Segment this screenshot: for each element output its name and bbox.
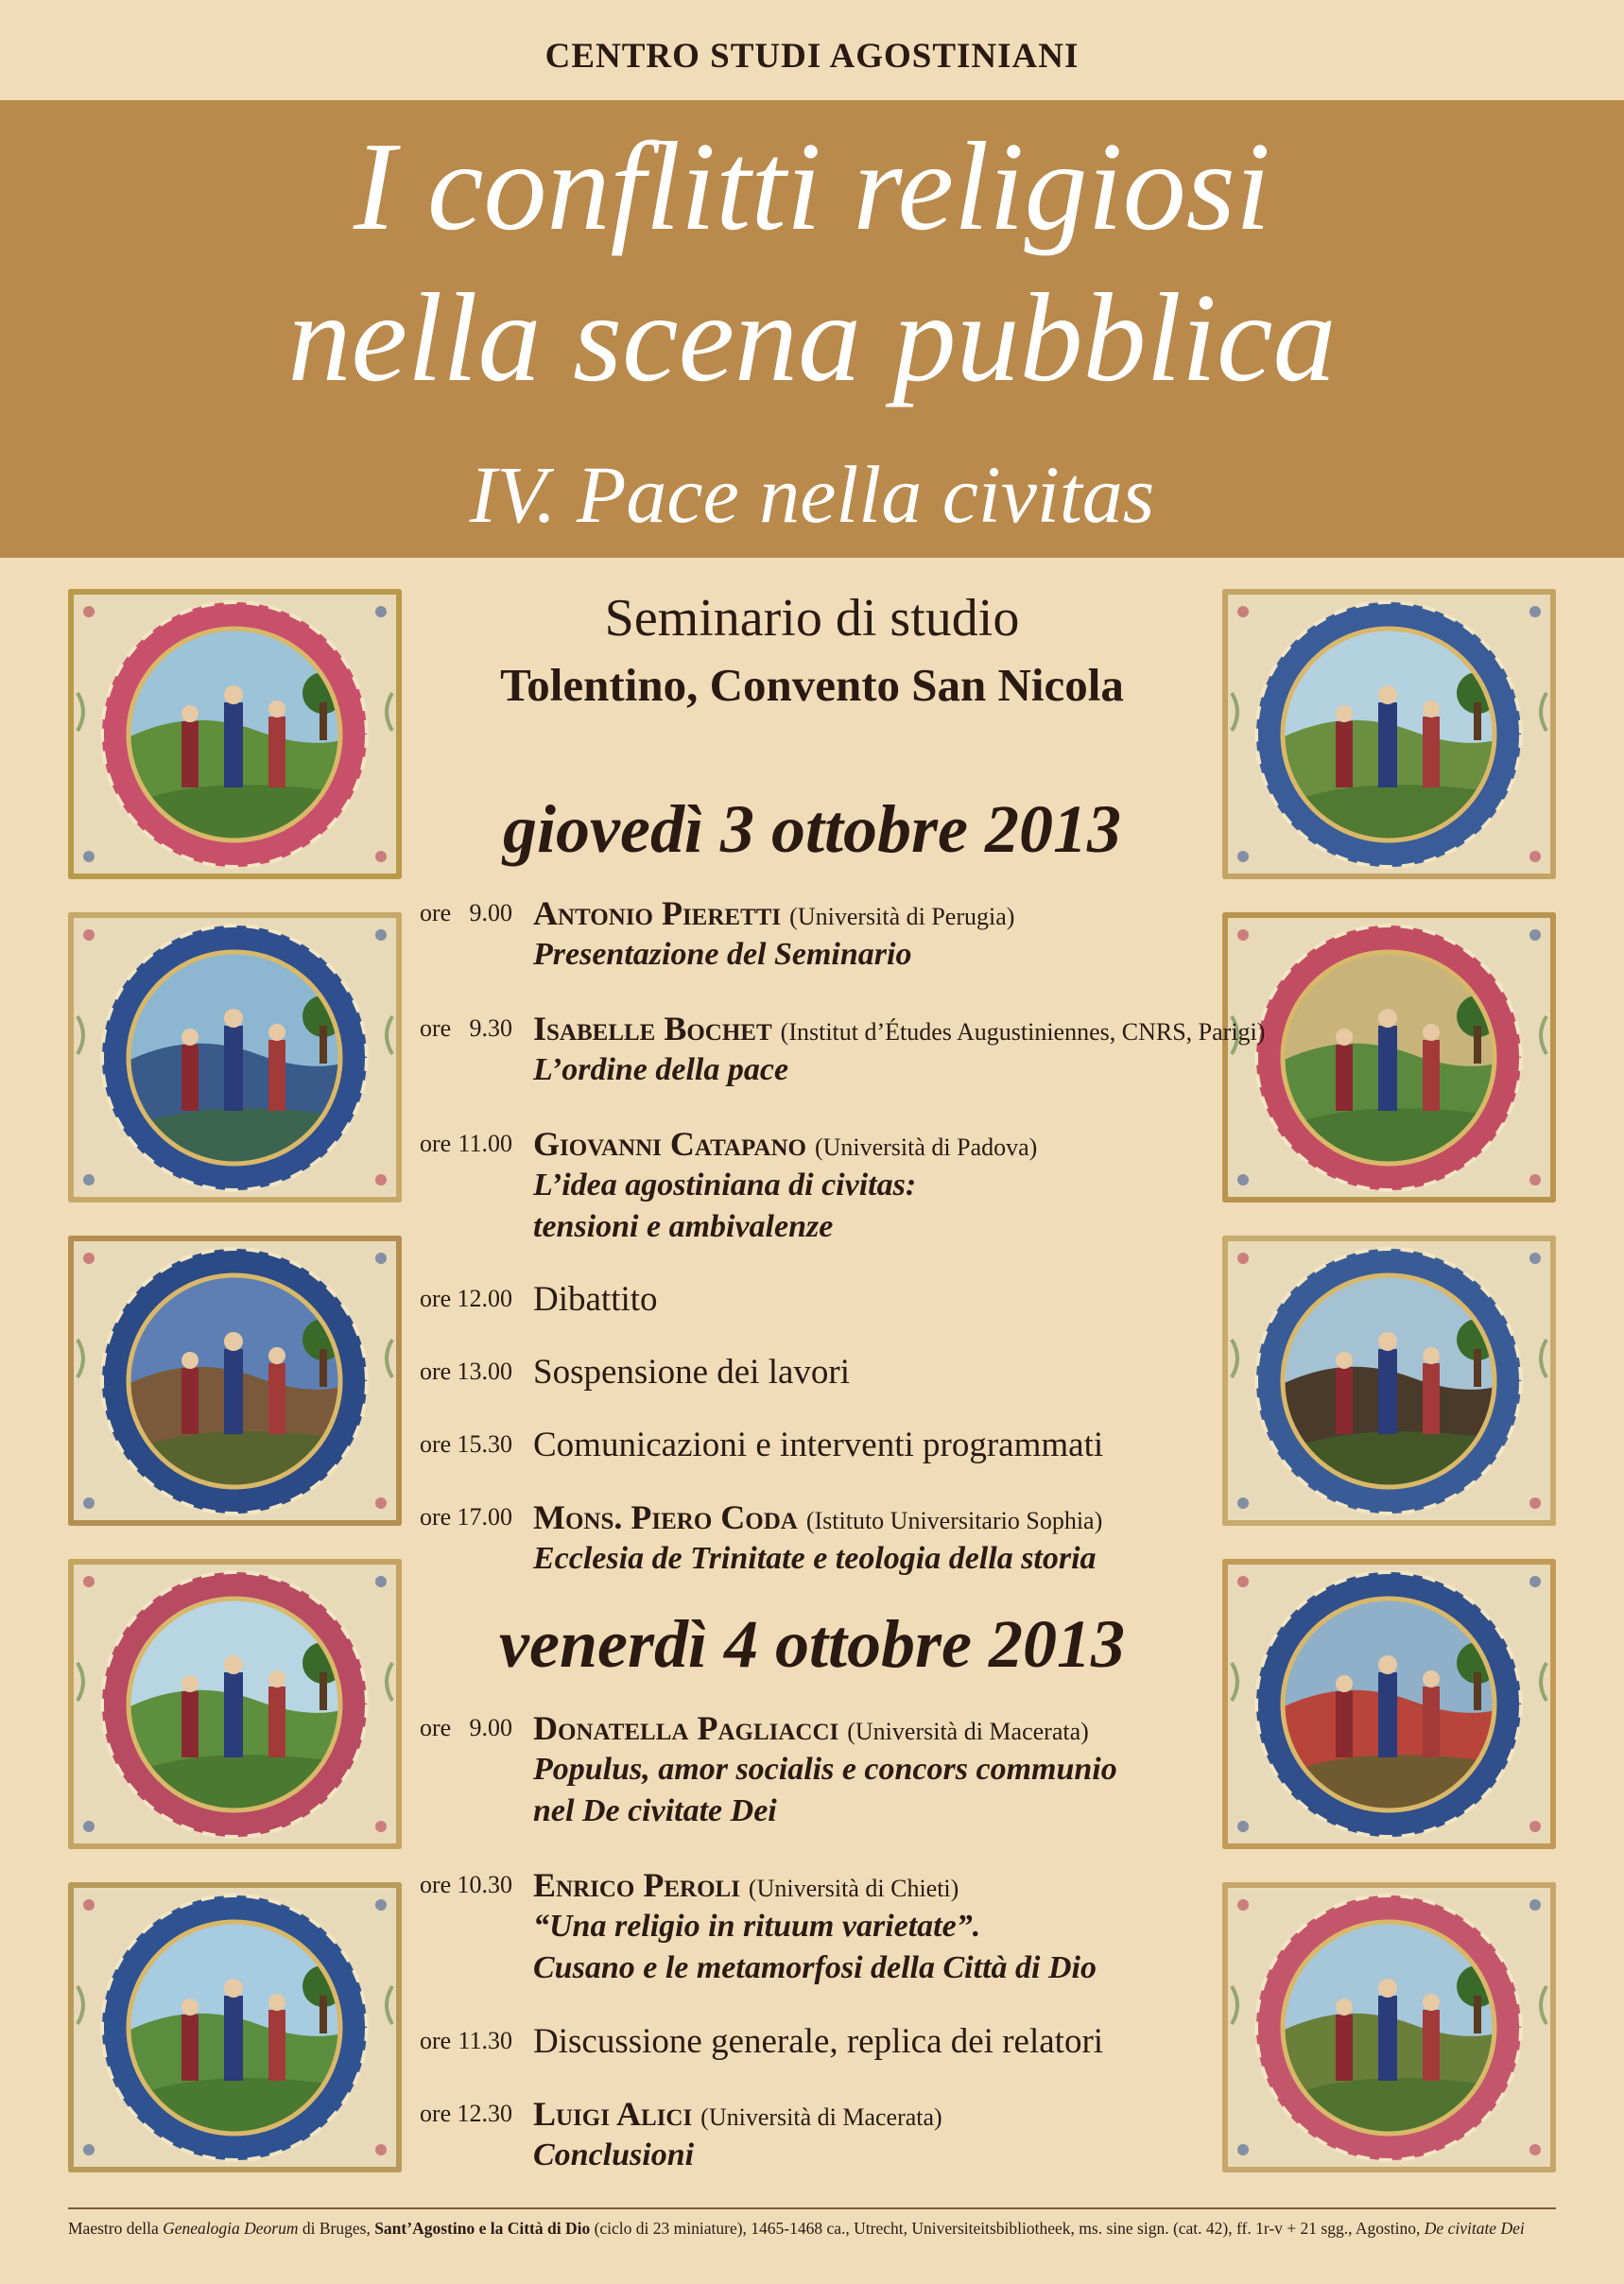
title-line-1: I conflitti religiosi bbox=[353, 116, 1271, 256]
miniature-image bbox=[68, 912, 402, 1203]
agenda-text: Comunicazioni e interventi programmati bbox=[533, 1426, 1104, 1464]
talk-title: L’ordine della pace bbox=[533, 1052, 789, 1088]
miniature-image bbox=[68, 1882, 402, 2172]
time-label: ore 9.00 bbox=[420, 1714, 512, 1741]
talk-title: Conclusioni bbox=[533, 2137, 695, 2173]
time-label: ore 9.30 bbox=[420, 1014, 512, 1042]
miniature-image bbox=[1222, 1559, 1556, 1849]
image-credit: Maestro della Genealogia Deorum di Bruges, Sant’Agostino e la Città di Dio (ciclo di 23 miniature), 1465-1468 ca., Utrecht, Universiteitsbibliotheek, ms. sine sign. (cat. 42), ff. 1r-v + 21 sgg., Agostino, De civitate Dei bbox=[68, 2219, 1525, 2238]
speaker-name: Mons. Piero Coda bbox=[533, 1498, 798, 1536]
speaker-affiliation: (Università di Chieti) bbox=[748, 1875, 959, 1902]
miniature-image bbox=[68, 589, 402, 879]
time-label: ore 11.30 bbox=[420, 2027, 512, 2054]
time-label: ore 13.00 bbox=[420, 1358, 512, 1385]
miniature-image bbox=[1222, 912, 1556, 1203]
speaker-name: Donatella Pagliacci bbox=[533, 1709, 839, 1747]
footer-divider bbox=[68, 2207, 1556, 2209]
speaker-name: Isabelle Bochet bbox=[533, 1010, 772, 1047]
talk-title: “Una religio in rituum varietate”. bbox=[533, 1909, 981, 1945]
agenda-text: Dibattito bbox=[533, 1280, 658, 1319]
miniature-image bbox=[1222, 589, 1556, 879]
speaker-affiliation: (Institut d’Études Augustiniennes, CNRS, Parigi) bbox=[780, 1018, 1266, 1046]
organization-name: CENTRO STUDI AGOSTINIANI bbox=[544, 37, 1080, 76]
talk-title: L’idea agostiniana di civitas: bbox=[533, 1168, 917, 1203]
time-label: ore 10.30 bbox=[420, 1871, 512, 1898]
miniature-image bbox=[68, 1559, 402, 1849]
time-label: ore 15.30 bbox=[420, 1430, 512, 1458]
speaker-name: Antonio Pieretti bbox=[533, 894, 782, 932]
talk-title: Presentazione del Seminario bbox=[533, 937, 912, 973]
talk-title: Ecclesia de Trinitate e teologia della storia bbox=[533, 1541, 1097, 1577]
speaker-affiliation: (Università di Perugia) bbox=[789, 903, 1015, 930]
title-line-2: nella scena pubblica bbox=[287, 268, 1337, 407]
speaker-affiliation: (Università di Padova) bbox=[814, 1133, 1038, 1161]
time-label: ore 9.00 bbox=[420, 899, 512, 926]
miniature-image bbox=[1222, 1882, 1556, 2172]
speaker-name: Enrico Peroli bbox=[533, 1866, 740, 1904]
time-label: ore 12.30 bbox=[420, 2100, 512, 2127]
day-date: giovedì 3 ottobre 2013 bbox=[503, 791, 1121, 867]
subtitle: IV. Pace nella civitas bbox=[469, 449, 1155, 540]
speaker-name: Luigi Alici bbox=[533, 2095, 693, 2133]
time-label: ore 11.00 bbox=[420, 1130, 512, 1157]
seminar-label: Seminario di studio bbox=[604, 589, 1020, 648]
speaker-affiliation: (Università di Macerata) bbox=[847, 1718, 1089, 1745]
agenda-text: Discussione generale, replica dei relatori bbox=[533, 2022, 1104, 2061]
speaker-affiliation: (Istituto Universitario Sophia) bbox=[805, 1507, 1103, 1534]
day-date: venerdì 4 ottobre 2013 bbox=[499, 1606, 1125, 1682]
miniature-image bbox=[68, 1236, 402, 1526]
talk-title: Cusano e le metamorfosi della Città di Dio bbox=[533, 1950, 1097, 1986]
seminar-venue: Tolentino, Convento San Nicola bbox=[500, 659, 1124, 711]
miniature-image bbox=[1222, 1236, 1556, 1526]
agenda-text: Sospensione dei lavori bbox=[533, 1353, 851, 1392]
speaker-affiliation: (Università di Macerata) bbox=[700, 2103, 942, 2131]
time-label: ore 12.00 bbox=[420, 1285, 512, 1312]
time-label: ore 17.00 bbox=[420, 1503, 512, 1531]
talk-title: Populus, amor socialis e concors communio bbox=[533, 1752, 1117, 1788]
talk-title: nel De civitate Dei bbox=[533, 1793, 777, 1829]
talk-title: tensioni e ambivalenze bbox=[533, 1209, 834, 1245]
speaker-name: Giovanni Catapano bbox=[533, 1125, 806, 1163]
